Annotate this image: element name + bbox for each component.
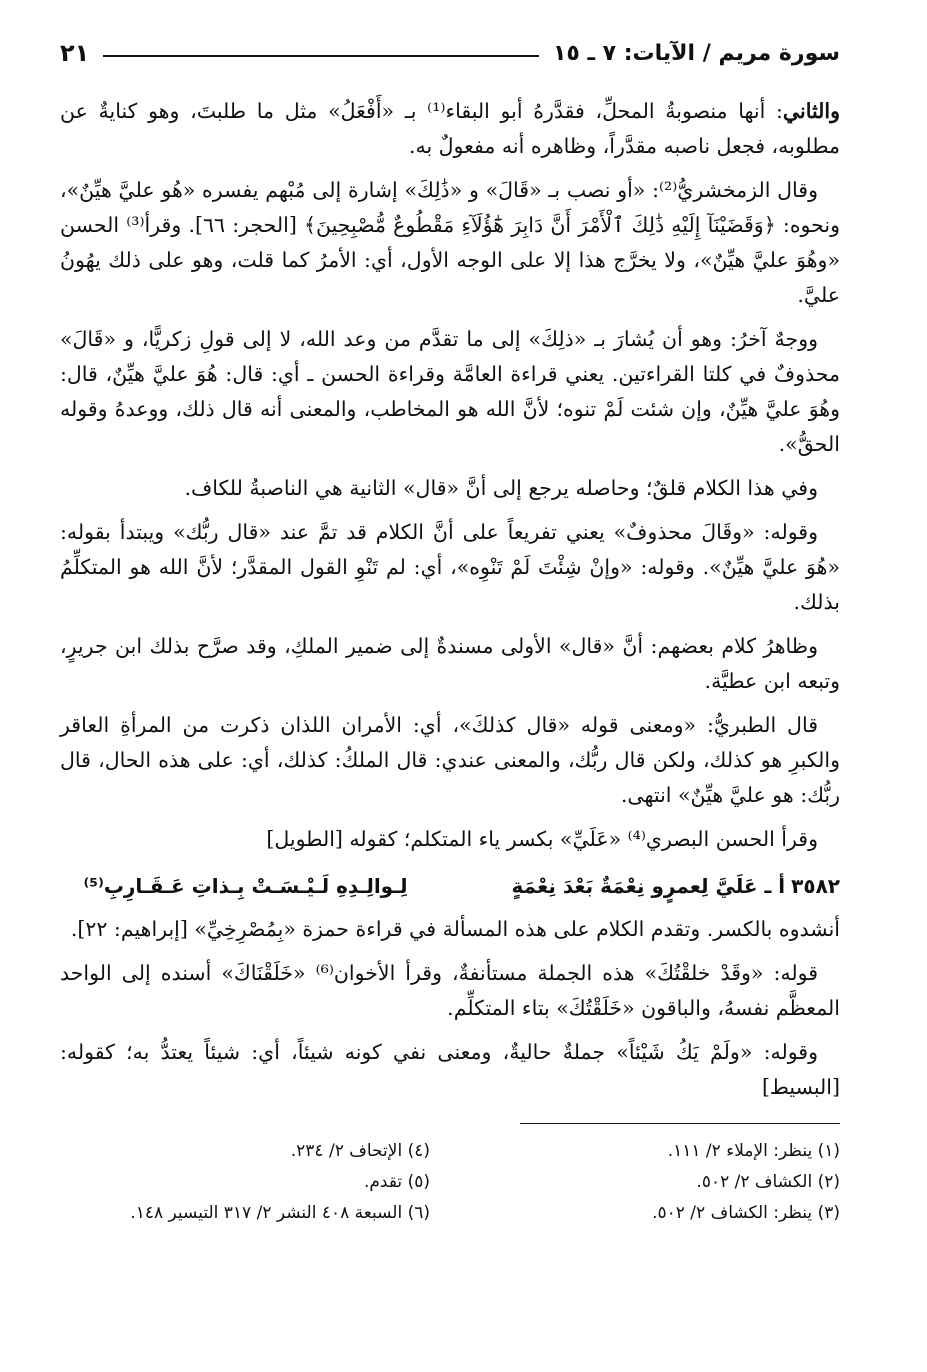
- paragraph-lead: والثاني: [782, 99, 840, 123]
- paragraph-10: قوله: «وقَدْ خلقْتُكَ» هذه الجملة مستأنفةٌ، وقرأ الأخوان⁽⁶⁾ «خَلَقْنَاكَ» أسنده إلى الواحد المعظَّم نفسهُ، والباقون «خَلَقْتُكَ» بتاء المتكلِّم.: [60, 961, 840, 1020]
- footnote-3: (٣) ينظر: الكشاف ٢/ ٥٠٢.: [652, 1203, 840, 1223]
- paragraph-6: وظاهرُ كلام بعضهم: أنَّ «قال» الأولى مسندةٌ إلى ضمير الملكِ، وقد صرَّح بذلك ابن جريرٍ، وتبعه ابن عطيَّة.: [60, 634, 840, 693]
- page-header: [60, 30, 840, 76]
- footnotes: [60, 1138, 840, 1227]
- paragraph-9: أنشدوه بالكسر. وتقدم الكلام على هذه المسألة في قراءة حمزة «بِمُصْرِخِيِّ» [إبراهيم: ٢٢].: [70, 917, 840, 941]
- paragraph-11: وقوله: «ولَمْ يَكُ شَيْئاً» جملةٌ حاليةٌ، ومعنى نفي كونه شيئاً، أي: شيئاً يعتدُّ به؛ كقوله: [البسيط]: [60, 1040, 840, 1099]
- footnote-2: (٢) الكشاف ٢/ ٥٠٢.: [696, 1172, 840, 1192]
- poetry-verse: [60, 866, 840, 906]
- paragraph-8: وقرأ الحسن البصري⁽⁴⁾ «عَلَيِّ» بكسر ياء المتكلم؛ كقوله [الطويل]: [266, 827, 818, 851]
- paragraph-text: : أنها منصوبةُ المحلِّ، فقدَّرهُ أبو البقاء⁽¹⁾ بـ «أَفْعَلُ» مثل ما طلبتَ، وهو كنايةٌ عن مطلوبه، فجعل ناصبه مقدَّراً، وظاهره أنه مفعولٌ به.: [60, 99, 840, 158]
- surah-title: سورة مريم / الآيات: ٧ ـ ١٥: [552, 40, 840, 66]
- verse-hemistich-1: أ ـ عَلَيَّ لِعمرٍو نِعْمَةٌ بَعْدَ نِعْمَةٍ: [511, 874, 786, 898]
- book-page: [60, 30, 840, 1350]
- page-body: [60, 94, 840, 1227]
- page-number: ٢١: [60, 39, 90, 67]
- paragraph-4: وفي هذا الكلام قلقٌ؛ وحاصله يرجع إلى أنَّ «قال» الثانية هي الناصبةُ للكاف.: [184, 476, 818, 500]
- footnote-divider: [520, 1123, 840, 1124]
- verse-number: ٣٥٨٢: [791, 874, 840, 898]
- footnote-1: (١) ينظر: الإملاء ٢/ ١١١.: [667, 1141, 840, 1161]
- paragraph-3: ووجهٌ آخرُ: وهو أن يُشارَ بـ «ذلِكَ» إلى ما تقدَّم من وعد الله، لا إلى قولِ زكريًّا، و «قَالَ» محذوفٌ في كلتا القراءتين. يعني قراءة العامَّة وقراءة الحسن ـ أي: قال: هُوَ عليَّ هيِّنٌ، قال: وهُوَ عليَّ هيِّنٌ، وإن شئت لَمْ تنوه؛ لأنَّ الله هو المخاطب، والمعنى أنه قال ذلك، ووعدهُ وقوله الحقُّ».: [60, 327, 840, 456]
- paragraph-1: [60, 94, 840, 164]
- paragraph-5: وقوله: «وقَالَ محذوفٌ» يعني تفريعاً على أنَّ الكلام قد تمَّ عند «قال ربُّك» ويبتدأ بقوله: «هُوَ عليَّ هيِّنٌ». وقوله: «وإنْ شِئْتَ لَمْ تَنْوِه»، أي: لم تَنْوِ القول المقدَّر؛ لأنَّ الله هو المتكلِّمُ بذلك.: [60, 520, 840, 614]
- header-rule: [103, 55, 539, 57]
- footnote-6: (٦) السبعة ٤٠٨ النشر ٢/ ٣١٧ التيسير ١٤٨.: [130, 1203, 430, 1223]
- verse-hemistich-2: لِـوالِـدِهِ لَـيْـسَـتْ بِـذاتِ عَـقَـارِبِ⁽⁵⁾: [83, 874, 408, 898]
- paragraph-2: وقال الزمخشريُّ⁽²⁾: «أو نصب بـ «قَالَ» و «ذَٰلِكَ» إشارة إلى مُبْهم يفسره «هُو عليَّ هيِّنٌ»، ونحوه: ﴿وَقَضَيْنَآ إِلَيْهِ ذَٰلِكَ ٱلْأَمْرَ أَنَّ دَابِرَ هَٰٓؤُلَآءِ مَقْطُوعٌ مُّصْبِحِينَ﴾ [الحجر: ٦٦]. وقرأ⁽³⁾ الحسن «وهُوَ عليَّ هيِّنٌ»، ولا يخرَّج هذا إلا على الوجه الأول، أي: الأمرُ كما قلت، وهو على ذلك يهُونُ عليَّ.: [60, 178, 840, 307]
- paragraph-7: قال الطبريُّ: «ومعنى قوله «قال كذلكَ»، أي: الأمران اللذان ذكرت من المرأةِ العاقر والكبرِ هو كذلك، ولكن قال ربُّك، والمعنى عندي: قال الملكُ: كذلك، أي: على هذه الحال، قال ربُّك: هو عليَّ هيِّنٌ» انتهى.: [60, 713, 840, 807]
- footnote-4: (٤) الإتحاف ٢/ ٢٣٤.: [290, 1141, 430, 1161]
- footnote-5: (٥) تقدم.: [363, 1172, 430, 1192]
